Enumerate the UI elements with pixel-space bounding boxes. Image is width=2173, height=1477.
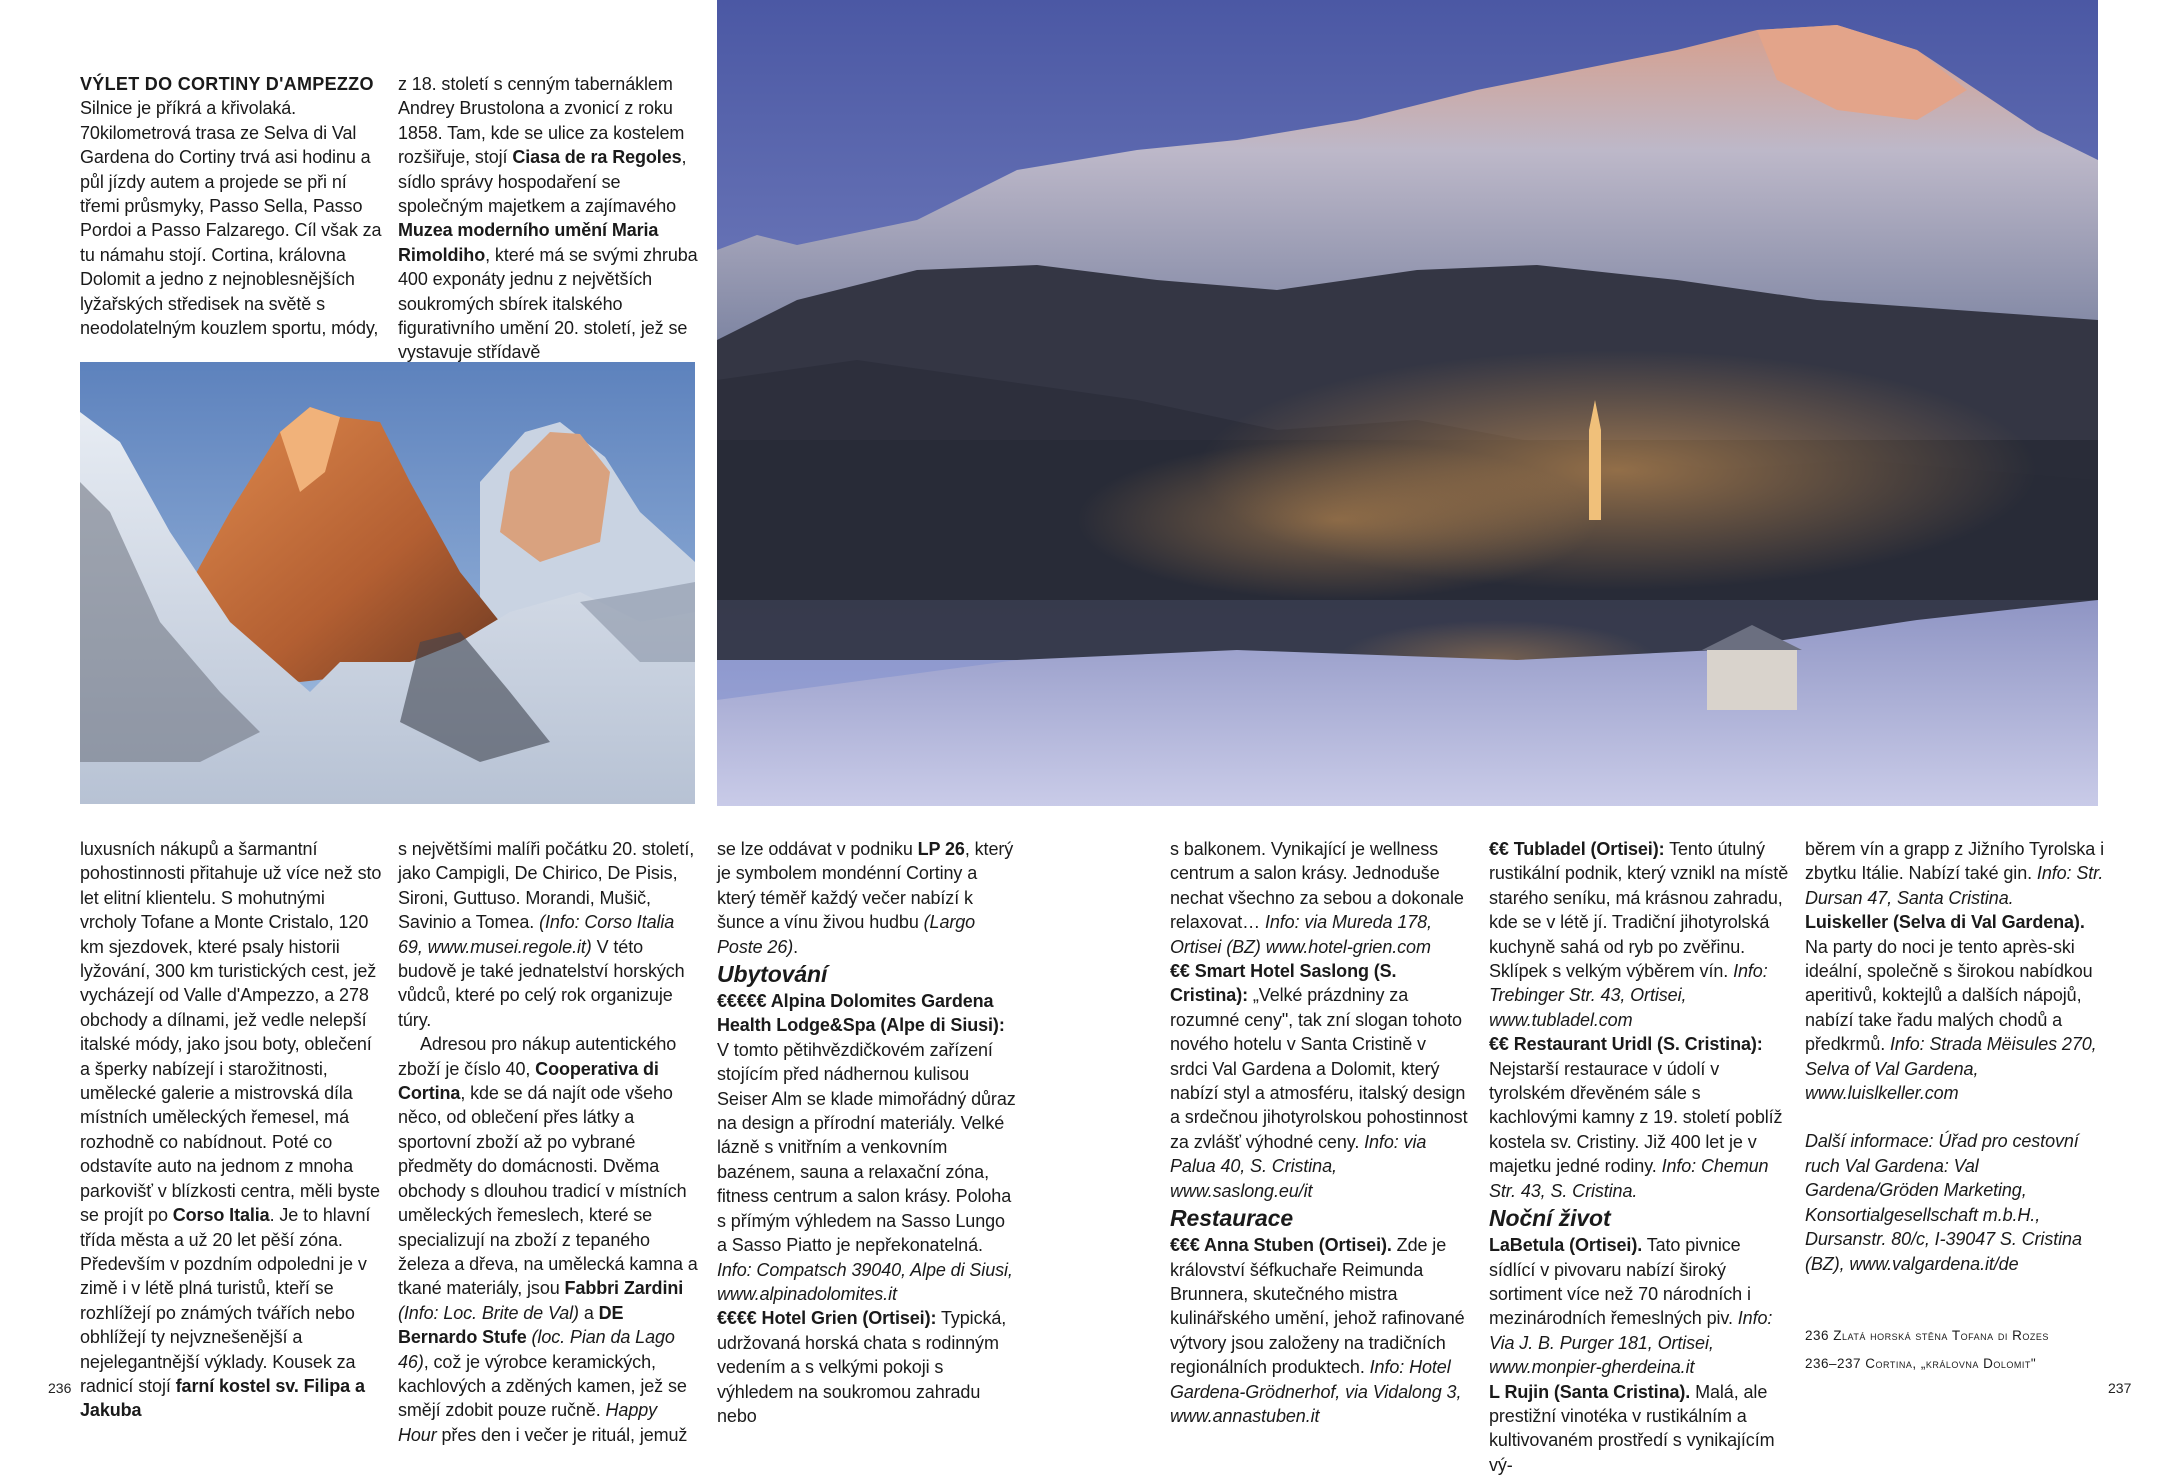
more-information: Další informace: Úřad pro cestovní ruch Val Gardena: Val Gardena/Gröden Marketing, Konsortialgesellschaft m.b.H., Dursanstr. 80/c, I-39047 S. Cristina (BZ), www.valgardena.it/de	[1805, 1131, 2082, 1274]
cortina-panorama-photo	[717, 0, 2098, 806]
right-col4	[1170, 837, 1468, 1428]
section-heading-nocni-zivot: Noční život	[1489, 1205, 1611, 1232]
nightlife-rujin-continued: běrem vín a grapp z Jižního Tyrolska i zbytku Itálie. Nabízí také gin. Info: Str. Dursan 47, Santa Cristina.	[1805, 839, 2105, 908]
page-number-right: 237	[2108, 1380, 2132, 1396]
restaurant-uridl-entry: €€ Restaurant Uridl (S. Cristina): Nejstarší restaurace v údolí v tyrolském dřevěném sále s kachlovými kamny z 19. století poblíž kostela sv. Cristiny. Již 400 let je v majetku jedné rodiny. Info: Chemun Str. 43, S. Cristina.	[1489, 1034, 1783, 1201]
nightlife-rujin-entry: L Rujin (Santa Cristina). Malá, ale prestižní vinotéka v rustikálním a kultivovaném prostředí s vynikajícím vý-	[1489, 1381, 1775, 1475]
restaurant-tubladel-entry: €€ Tubladel (Ortisei): Tento útulný rustikální podnik, který vznikl na místě starého seníku, má krásnou zahradu, kde se v létě jí. Tradiční jihotyrolská kuchyně sahá od ryb po zvěřinu. Sklípek s velkým výběrem vín. Info: Trebinger Str. 43, Ortisei, www.tubladel.com	[1489, 839, 1789, 1030]
right-col3	[717, 837, 1017, 1428]
nightlife-labetula-entry: LaBetula (Ortisei). Tato pivnice sídlící v pivovaru nabízí široký sortiment více než 70 národních i mezinárodních řemeslných piv. Info: Via J. B. Purger 181, Ortisei, www.monpier-gherdeina.it	[1489, 1235, 1773, 1378]
hotel-alpina-entry: €€€€€ Alpina Dolomites Gardena Health Lodge&Spa (Alpe di Siusi): V tomto pětihvězdičkovém zařízení stojícím před nádhernou kulisou Seiser Alm se klade mimořádný důraz na design a přírodní materiály. Velké lázně s vnitřním a venkovním bazénem, sauna a relaxační zóna, fitness centrum a salon krásy. Poloha s přímým výhledem na Sasso Lungo a Sasso Piatto je nepřekonatelná. Info: Compatsch 39040, Alpe di Siusi, www.alpinadolomites.it	[717, 991, 1016, 1304]
hotel-grien-continued: s balkonem. Vynikající je wellness centrum a salon krásy. Jednoduše nechat všechno za sebou a dokonale relaxovat… Info: via Mureda 178, Ortisei (BZ) www.hotel-grien.com	[1170, 839, 1464, 957]
restaurant-anna-stuben-entry: €€€ Anna Stuben (Ortisei). Zde je království šéfkuchaře Reimunda Brunnera, skutečného mistra kulinářského umění, jehož rafinované výtvory jsou založeny na tradičních regionálních produktech. Info: Hotel Gardena-Grödnerhof, via Vidalong 3, www.annastuben.it	[1170, 1235, 1465, 1426]
right-col6	[1805, 837, 2105, 1276]
page-number-left: 236	[48, 1380, 72, 1396]
intro-paragraph: Silnice je příkrá a křivolaká. 70kilometrová trasa ze Selva di Val Gardena do Cortiny trvá asi hodinu a půl jízdy autem a projede se při ní třemi průsmyky, Passo Sella, Passo Pordoi a Passo Falzarego. Cíl však za tu námahu stojí. Cortina, královna Dolomit a jedno z nejnoblesnějších lyžařských středisek na světě s neodolatelným kouzlem sportu, módy,	[80, 98, 382, 339]
left-col1-top	[80, 72, 386, 340]
tofana-mountain-photo	[80, 362, 695, 804]
left-col2-top	[398, 72, 698, 365]
cooperativa-paragraph: Adresou pro nákup autentického zboží je číslo 40, Cooperativa di Cortina, kde se dá najít ode všeho něco, od oblečení přes látky a sportovní zboží až po vybrané předměty do domácnosti. Dvěma obchody s dlouhou tradicí v místních uměleckých řemeslech, které se specializují na zboží z tepaného železa a dřeva, na umělecká kamna a tkané materiály, jsou Fabbri Zardini (Info: Loc. Brite de Val) a DE Bernardo Stufe (loc. Pian da Lago 46), což je výrobce keramických, kachlových a zděných kamen, jež se smějí zdobit pouze ručně. Happy Hour přes den i večer je rituál, jemuž	[398, 1034, 698, 1445]
section-heading-ubytovani: Ubytování	[717, 961, 828, 988]
museum-paragraph: z 18. století s cenným tabernáklem Andrey Brustolona a zvonicí z roku 1858. Tam, kde se ulice za kostelem rozšiřuje, stojí Ciasa de ra Regoles, sídlo správy hospodaření se společným majetkem a zajímavého Muzea moderního umění Maria Rimoldiho, které má se svými zhruba 400 exponáty jednu z největších soukromých sbírek italského figurativního umění 20. století, jež se vystavuje střídavě	[398, 74, 698, 363]
article-heading: VÝLET DO CORTINY D'AMPEZZO	[80, 74, 374, 94]
lp26-paragraph: se lze oddávat v podniku LP 26, který je symbolem mondénní Cortiny a který téměř každý večer nabízí k šunce a vínu živou hudbu (Largo Poste 26).	[717, 839, 1014, 957]
painters-paragraph: s největšími malíři počátku 20. století, jako Campigli, De Chirico, De Pisis, Sironi, Guttuso. Morandi, Mušič, Savinio a Tomea. (Info: Corso Italia 69, www.musei.regole.it) V této budově je také jednatelství horských vůdců, které po celý rok organizuje túry.	[398, 839, 695, 1030]
section-heading-restaurace: Restaurace	[1170, 1205, 1294, 1232]
left-col1-bottom	[80, 837, 385, 1423]
right-col5	[1489, 837, 1789, 1477]
photo-caption-2: 236–237 Cortina, „královna Dolomit"	[1805, 1356, 2037, 1371]
left-col2-bottom	[398, 837, 698, 1447]
nightlife-luiskeller-entry: Luiskeller (Selva di Val Gardena). Na party do noci je tento après-ski ideální, společně s širokou nabídkou aperitivů, koktejlů a dalších nápojů, nabízí take řadu malých chodů a předkrmů. Info: Strada Mëisules 270, Selva of Val Gardena, www.luislkeller.com	[1805, 912, 2097, 1104]
hotel-saslong-entry: €€ Smart Hotel Saslong (S. Cristina): „Velké prázdniny za rozumné ceny", tak zní slogan tohoto nového hotelu v Santa Cristině v srdci Val Gardena a Dolomit, který nabízí styl a atmosféru, italský design a srdečnou jihotyrolskou pohostinnost za zvlášť výhodné ceny. Info: via Palua 40, S. Cristina, www.saslong.eu/it	[1170, 961, 1468, 1201]
shopping-paragraph: luxusních nákupů a šarmantní pohostinnosti přitahuje už více než sto let elitní klientelu. S mohutnými vrcholy Tofane a Monte Cristalo, 120 km sjezdovek, které psaly historii lyžování, 300 km turistických cest, jež vycházejí od Valle d'Ampezzo, a 278 obchody a dílnami, jež vedle nelepší italské módy, jako jsou boty, oblečení a šperky nabízejí i starožitnosti, umělecké galerie a mistrovská díla místních uměleckých řemesel, má rozhodně co nabídnout. Poté co odstavíte auto na jednom z mnoha parkovišť v blízkosti centra, měli byste se projít po Corso Italia. Je to hlavní třída města a už 20 let pěší zóna. Především v pozdním odpoledni je v zimě i v létě plná turistů, kteří se rozhlížejí po známých tvářích nebo obhlížejí ty nejvznešenější a nejelegantnější výklady. Kousek za radnicí stojí farní kostel sv. Filipa a Jakuba	[80, 839, 382, 1421]
photo-caption-1: 236 Zlatá horská stěna Tofana di Rozes	[1805, 1328, 2049, 1343]
hotel-grien-entry: €€€€ Hotel Grien (Ortisei): Typická, udržovaná horská chata s rodinným vedením a s velkými pokoji s výhledem na soukromou zahradu nebo	[717, 1308, 1007, 1426]
